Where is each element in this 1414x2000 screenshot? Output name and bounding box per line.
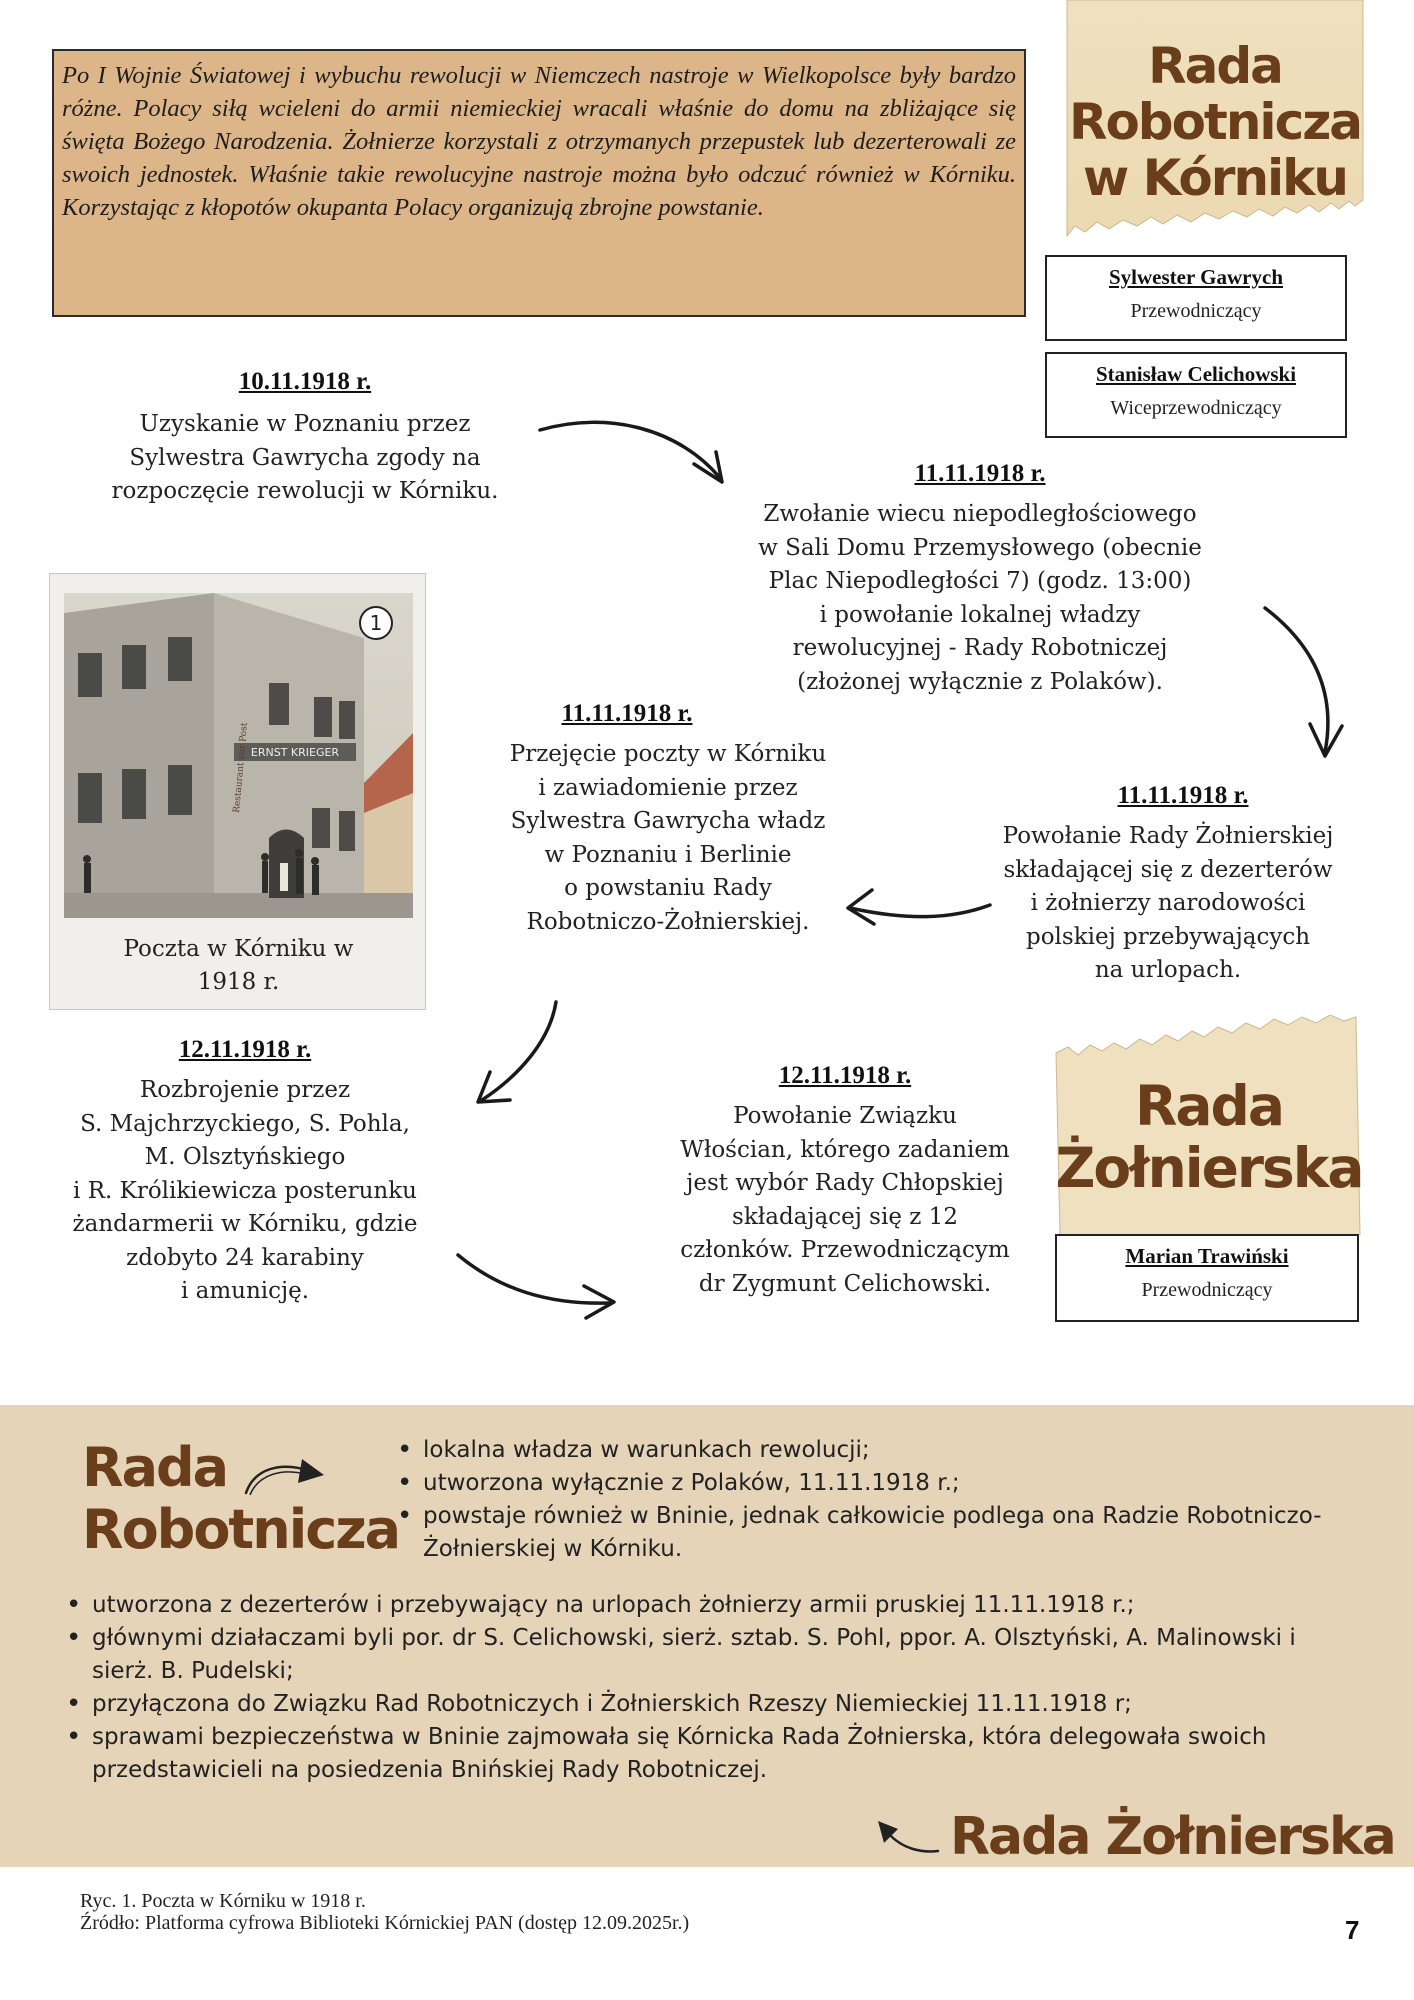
page-number: 7 — [1345, 1915, 1360, 1945]
summary-robotnicza-title-line2: Robotnicza — [82, 1498, 400, 1561]
arrow-icon — [540, 422, 720, 478]
event-date: 11.11.1918 r. — [914, 460, 1046, 487]
rada-zolnierska-heading-line2: Żołnierska — [1055, 1136, 1363, 1200]
rada-zolnierska-heading-line1: Rada — [1135, 1074, 1283, 1138]
summary-robotnicza-title-line1: Rada — [82, 1436, 228, 1499]
member-role: Wiceprzewodniczący — [1110, 397, 1282, 419]
arrow-icon — [850, 905, 990, 917]
rada-robotnicza-heading-line3: w Kórniku — [1082, 149, 1348, 207]
event-date: 12.11.1918 r. — [778, 1062, 912, 1089]
arrow-icon — [458, 1255, 610, 1303]
photo-caption: Poczta w Kórniku w 1918 r. — [123, 936, 354, 995]
list-item: • przyłączona do Związku Rad Robotniczych i Żołnierskich Rzeszy Niemieckiej 11.11.1918 r; — [62, 1688, 1352, 1721]
sign-text: ERNST KRIEGER — [250, 746, 340, 759]
list-item: • głównymi działaczami byli por. dr S. Celichowski, sierż. sztab. S. Pohl, ppor. A. Olsztyński, A. Malinowski i sierż. B. Pudelski; — [62, 1622, 1352, 1688]
event-description: Uzyskanie w Poznaniu przez Sylwestra Gawrycha zgody na rozpoczęcie rewolucji w Kórniku. — [111, 411, 499, 504]
member-role: Przewodniczący — [1141, 1279, 1273, 1301]
figure-caption: Ryc. 1. Poczta w Kórniku w 1918 r. — [80, 1890, 366, 1912]
curved-arrow-icon — [240, 1453, 330, 1503]
event-description: Rozbrojenie przez S. Majchrzyckiego, S. Pohla, M. Olsztyńskiego i R. Królikiewicza posterunku żandarmerii w Kórniku, gdzie zdobyto 24 karabiny i amunicję. — [72, 1077, 418, 1304]
event-description: Powołanie Rady Żołnierskiej składającej się z dezerterów i żołnierzy narodowości polskiej przebywających na urlopach. — [1002, 823, 1334, 983]
photo-number-badge: 1 — [359, 606, 393, 640]
event-date: 11.11.1918 r. — [561, 700, 693, 727]
event-description: Powołanie Związku Włościan, którego zadaniem jest wybór Rady Chłopskiej składającej się z 12 członków. Przewodniczącym dr Zygmunt Celichowski. — [680, 1103, 1010, 1297]
list-item: • powstaje również w Bninie, jednak całkowicie podlega ona Radzie Robotniczo-Żołnierskiej w Kórniku. — [393, 1500, 1333, 1566]
figure-source: Źródło: Platforma cyfrowa Biblioteki Kórnickiej PAN (dostęp 12.09.2025r.) — [80, 1912, 690, 1934]
intro-text: Po I Wojnie Światowej i wybuchu rewolucji w Niemczech nastroje w Wielkopolsce były bardzo różne. Polacy siłą wcieleni do armii niemieckiej wracali właśnie do domu na zbliżające się święta Bożego Narodzenia. Żołnierze korzystali z otrzymanych przepustek lub dezerterowali ze swoich jednostek. Właśnie takie rewolucyjne nastroje można było odczuć również w Kórniku. Korzystając z kłopotów okupanta Polacy organizują zbrojne powstanie. — [62, 62, 1016, 221]
event-description: Zwołanie wiecu niepodległościowego w Sali Domu Przemysłowego (obecnie Plac Niepodległości 7) (godz. 13:00) i powołanie lokalnej władzy rewolucyjnej - Rady Robotniczej (złożonej wyłącznie z Polaków). — [758, 501, 1202, 695]
sign-text: Restaurant zur Post — [232, 722, 250, 814]
event-date: 12.11.1918 r. — [178, 1036, 312, 1063]
rada-robotnicza-heading-line2: Robotnicza — [1068, 93, 1362, 151]
summary-zolnierska-title: Rada Żołnierska — [950, 1807, 1395, 1867]
summary-band — [0, 1405, 1414, 1867]
list-item: • utworzona wyłącznie z Polaków, 11.11.1918 r.; — [393, 1467, 1333, 1500]
rada-robotnicza-heading-line1: Rada — [1148, 37, 1282, 95]
list-item: • sprawami bezpieczeństwa w Bninie zajmowała się Kórnicka Rada Żołnierska, która delegowała swoich przedstawicieli na posiedzenia Bnińskiej Rady Robotniczej. — [62, 1721, 1352, 1787]
arrow-icon — [482, 1002, 556, 1100]
list-item: • utworzona z dezerterów i przebywający na urlopach żołnierzy armii pruskiej 11.11.1918 r.; — [62, 1589, 1352, 1622]
member-role: Przewodniczący — [1130, 300, 1262, 322]
event-date: 10.11.1918 r. — [238, 368, 372, 395]
summary-zolnierska-list — [62, 1589, 1352, 1787]
summary-robotnicza-list — [393, 1434, 1333, 1566]
curved-arrow-icon — [872, 1813, 944, 1859]
arrow-head-icon — [848, 890, 874, 924]
member-name: Marian Trawiński — [1125, 1244, 1289, 1268]
list-item: • lokalna władza w warunkach rewolucji; — [393, 1434, 1333, 1467]
member-name: Sylwester Gawrych — [1109, 265, 1283, 289]
member-name: Stanisław Celichowski — [1095, 362, 1297, 386]
arrow-icon — [1265, 608, 1328, 752]
event-date: 11.11.1918 r. — [1117, 782, 1249, 809]
event-description: Przejęcie poczty w Kórniku i zawiadomienie przez Sylwestra Gawrycha władz w Poznaniu i Berlinie o powstaniu Rady Robotniczo-Żołnierskiej. — [509, 741, 827, 935]
